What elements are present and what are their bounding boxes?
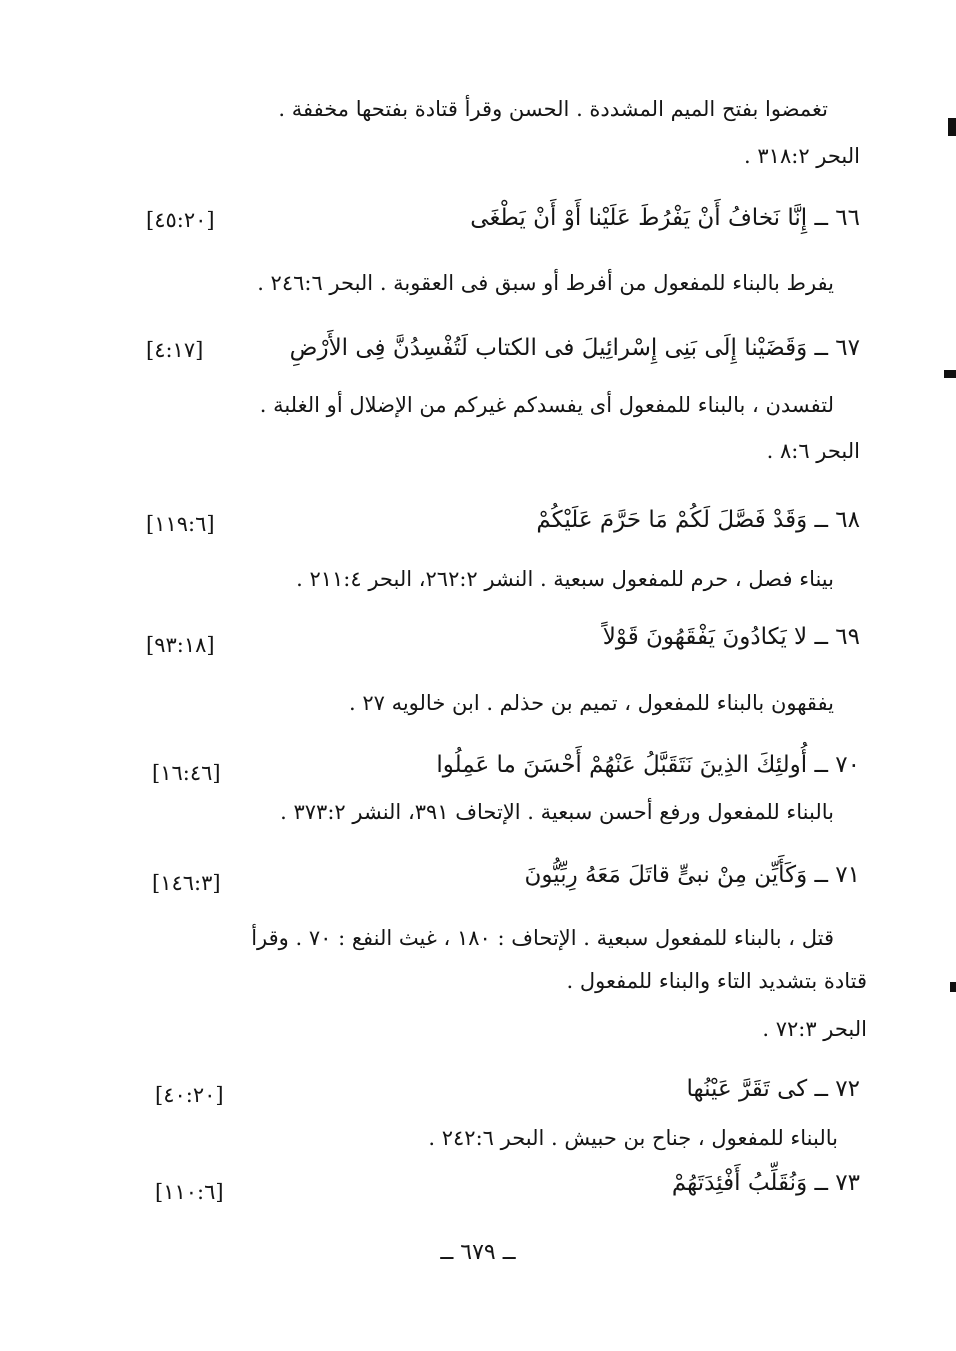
verse-66: ٦٦ ــ إِنَّا نَخافُ أَنْ يَفْرُطَ عَلَيْنا أَوْ أَنْ يَطْغَى <box>470 205 860 231</box>
scan-edge-mark <box>944 370 956 378</box>
note-71-line-2: قتادة بتشديد التاء والبناء للمفعول . <box>566 969 867 993</box>
verse-71: ٧١ ــ وَكَأَيِّن مِنْ نبىٍّ قاتَلَ مَعَهُ رِبِّيُّونَ <box>524 862 860 888</box>
verse-68: ٦٨ ــ وَقَدْ فَصَّلَ لَكُمْ مَا حَرَّمَ عَلَيْكُمْ <box>536 507 860 533</box>
top-note-line-2: البحر ٣١٨:٢ . <box>744 144 860 168</box>
note-67-line-1: لتفسدن ، بالبناء للمفعول أى يفسدكم غيركم من الإضلال أو الغلبة . <box>259 393 834 417</box>
reference-72: [٤٠:٢٠] <box>155 1083 224 1107</box>
note-68-line-1: بيناء فصل ، حرم للمفعول سبعية . النشر ٢٦٢:٢، البحر ٢١١:٤ . <box>296 567 834 591</box>
reference-68: [١١٩:٦] <box>146 512 215 536</box>
verse-67: ٦٧ ــ وَقَضَيْنا إِلَى بَنِى إِسْرائِيلَ فى الكتاب لَتُفْسِدُنَّ فِى الأَرْضِ <box>289 335 860 361</box>
verse-73: ٧٣ ــ وَنُقَلِّبُ أَفْئِدَتَهُمْ <box>671 1170 860 1196</box>
scan-edge-mark <box>948 118 956 136</box>
reference-73: [١١٠:٦] <box>155 1180 224 1204</box>
page-number: ــ ٦٧٩ ــ <box>440 1240 516 1265</box>
reference-70: [١٦:٤٦] <box>152 761 221 785</box>
verse-72: ٧٢ ــ كى تَقَرَّ عَيْنُها <box>686 1076 860 1102</box>
note-66-line-1: يفرط بالبناء للمفعول من أفرط أو سبق فى العقوبة . البحر ٢٤٦:٦ . <box>257 271 834 295</box>
scan-edge-mark <box>950 982 956 992</box>
note-71-line-1: قتل ، بالبناء للمفعول سبعية . الإتحاف : ١٨٠ ، غيث النفع : ٧٠ . وقرأ <box>251 926 834 950</box>
reference-67: [٤:١٧] <box>146 338 204 362</box>
verse-69: ٦٩ ــ لا يَكادُونَ يَفْقَهُونَ قَوْلاً <box>602 624 860 650</box>
verse-70: ٧٠ ــ أُولئِكَ الذِينَ نَتَقَبَّلُ عَنْهُمْ أَحْسَنَ ما عَمِلُوا <box>436 752 860 778</box>
reference-71: [١٤٦:٣] <box>152 871 221 895</box>
note-71-line-3: البحر ٧٢:٣ . <box>762 1017 867 1041</box>
reference-66: [٤٥:٢٠] <box>146 208 215 232</box>
top-note-line-1: تغمضوا بفتح الميم المشددة . الحسن وقرأ قتادة بفتحها مخففة . <box>278 97 828 121</box>
note-69-line-1: يفقهون بالبناء للمفعول ، تميم بن حذلم . ابن خالويه ٢٧ . <box>348 691 834 715</box>
note-72-line-1: بالبناء للمفعول ، جناح بن حبيش . البحر ٢٤٢:٦ . <box>428 1126 838 1150</box>
reference-69: [٩٣:١٨] <box>146 633 215 657</box>
note-70-line-1: بالبناء للمفعول ورفع أحسن سبعية . الإتحاف ٣٩١، النشر ٣٧٣:٢ . <box>280 800 834 824</box>
note-67-line-2: البحر ٨:٦ . <box>766 439 860 463</box>
